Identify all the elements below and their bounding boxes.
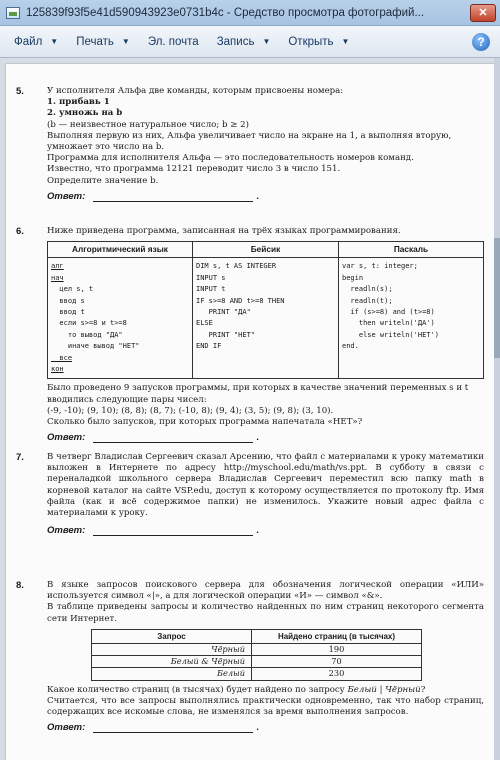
- column-header: Алгоритмический язык: [48, 242, 193, 258]
- query-cell: Белый & Чёрный: [92, 656, 252, 668]
- help-icon[interactable]: ?: [472, 33, 490, 51]
- count-cell: 230: [252, 668, 422, 680]
- table-row: [92, 644, 422, 656]
- answer-line: [93, 724, 253, 733]
- query-cell: Белый: [92, 668, 252, 680]
- basic-code: DIM s, t AS INTEGER INPUT s INPUT t IF s>=8 AND t>=8 THEN PRINT "ДА" ELSE PRINT "НЕТ" END IF: [193, 258, 339, 379]
- answer-line: [93, 193, 253, 202]
- close-window-button[interactable]: ✕: [470, 4, 496, 22]
- menu-open[interactable]: [288, 36, 349, 48]
- column-header: Паскаль: [339, 242, 484, 258]
- command-1: 1. прибавь 1: [47, 97, 110, 108]
- answer-field: Ответ: .: [47, 525, 259, 537]
- task-text: В четверг Владислав Сергеевич сказал Арсению, что файл с материалами к уроку математики выложен в Интернете по адресу http://myschool.edu/math/vs.ppt. В субботу в связи с переналадкой школьного сервера Владислав Сергеевич переместил всю папку math в корневой каталог на сайте VSP.edu, доступ к которому осуществляется по протоколу ftp. Имя файла (как и всё содержимое папки) не изменилось. Укажите новый адрес файла с материалами к уроку.: [47, 452, 484, 519]
- count-cell: 190: [252, 644, 422, 656]
- task-text: Определите значение b.: [47, 175, 159, 186]
- answer-label: Ответ:: [47, 190, 86, 202]
- task-text: У исполнителя Альфа две команды, которым присвоены номера:: [47, 86, 344, 96]
- menu-file[interactable]: [14, 36, 58, 48]
- chevron-down-icon: ▼: [50, 37, 59, 46]
- task-text: В таблице приведены запросы и количество найденных по ним страниц некоторого сегмента сети Интернет.: [47, 602, 484, 624]
- title-bar: [0, 0, 500, 26]
- answer-label: Ответ:: [47, 722, 86, 734]
- task-text: Известно, что программа 12121 переводит число 3 в число 151.: [47, 164, 341, 175]
- task-question: Какое количество страниц (в тысячах) будет найдено по запросу Белый | Чёрный?: [47, 684, 426, 695]
- scanned-page: [6, 64, 494, 760]
- answer-line: [93, 527, 253, 536]
- menu-print-label: Печать: [76, 35, 114, 48]
- menu-burn-label: Запись: [216, 35, 255, 48]
- task-text: Программа для исполнителя Альфа — это последовательность номеров команд.: [47, 153, 414, 164]
- program-table: [47, 241, 484, 379]
- menu-burn[interactable]: [217, 36, 271, 48]
- answer-field: Ответ: .: [47, 190, 259, 202]
- query-cell: Чёрный: [92, 644, 252, 656]
- task-text: В языке запросов поискового сервера для обозначения логической операции «ИЛИ» используется символ «|», а для логической операции «И» — символ «&».: [47, 580, 484, 602]
- answer-field: Ответ: .: [47, 722, 259, 734]
- task-text: Ниже приведена программа, записанная на трёх языках программирования.: [47, 226, 401, 236]
- task-text: Считается, что все запросы выполнялись практически одновременно, так что набор страниц, содержащих все искомые слова, не изменялся за время выполнения запросов.: [47, 695, 484, 718]
- answer-line: [93, 434, 253, 443]
- menu-file-label: Файл: [14, 35, 43, 48]
- chevron-down-icon: ▼: [121, 37, 130, 46]
- task-note: (b — неизвестное натуральное число; b ≥ 2): [47, 119, 249, 130]
- menu-email-label: Эл. почта: [147, 35, 199, 48]
- menu-print[interactable]: [76, 36, 130, 48]
- task-number: 8.: [16, 580, 24, 591]
- image-viewer-area: [0, 58, 500, 760]
- menu-email[interactable]: [148, 36, 199, 48]
- algorithmic-code: алг нач цел s, t ввод s ввод t если s>=8 и t>=8 то вывод "ДА" иначе вывод "НЕТ" все кон: [48, 258, 193, 379]
- task-question: Сколько было запусков, при которых программа напечатала «НЕТ»?: [47, 417, 363, 428]
- query-table: [91, 629, 422, 681]
- command-2: 2. умножь на b: [47, 108, 123, 119]
- task-number: 6.: [16, 226, 24, 237]
- chevron-down-icon: ▼: [341, 37, 350, 46]
- task-number: 7.: [16, 452, 24, 463]
- photo-viewer-app-icon: [6, 7, 20, 19]
- window-title: 125839f93f5e41d590943923e0731b4c - Средство просмотра фотографий...: [26, 6, 425, 19]
- count-cell: 70: [252, 656, 422, 668]
- column-header: Запрос: [92, 629, 252, 643]
- answer-label: Ответ:: [47, 432, 86, 444]
- table-row: [92, 668, 422, 680]
- task-number: 5.: [16, 86, 24, 97]
- column-header: Найдено страниц (в тысячах): [252, 629, 422, 643]
- table-row: [92, 656, 422, 668]
- menu-open-label: Открыть: [288, 35, 334, 48]
- task-text: Выполняя первую из них, Альфа увеличивает число на экране на 1, а выполняя вторую, умножает это число на b.: [47, 130, 452, 153]
- task-text: Было проведено 9 запусков программы, при которых в качестве значений переменных s и t вводились следующие пары чисел:: [47, 383, 469, 405]
- scrollbar-thumb[interactable]: [494, 238, 500, 358]
- answer-field: Ответ: .: [47, 432, 259, 444]
- answer-label: Ответ:: [47, 525, 86, 537]
- menu-bar: [0, 26, 500, 58]
- pairs-list: (-9, -10); (9, 10); (8, 8); (8, 7); (-10, 8); (9, 4); (3, 5); (9, 8); (3, 10).: [47, 405, 334, 416]
- column-header: Бейсик: [193, 242, 339, 258]
- pascal-code: var s, t: integer; begin readln(s); readln(t); if (s>=8) and (t>=8) then writeln('ДА') else writeln('НЕТ') end.: [339, 258, 484, 379]
- chevron-down-icon: ▼: [262, 37, 271, 46]
- vertical-scrollbar[interactable]: [494, 58, 500, 760]
